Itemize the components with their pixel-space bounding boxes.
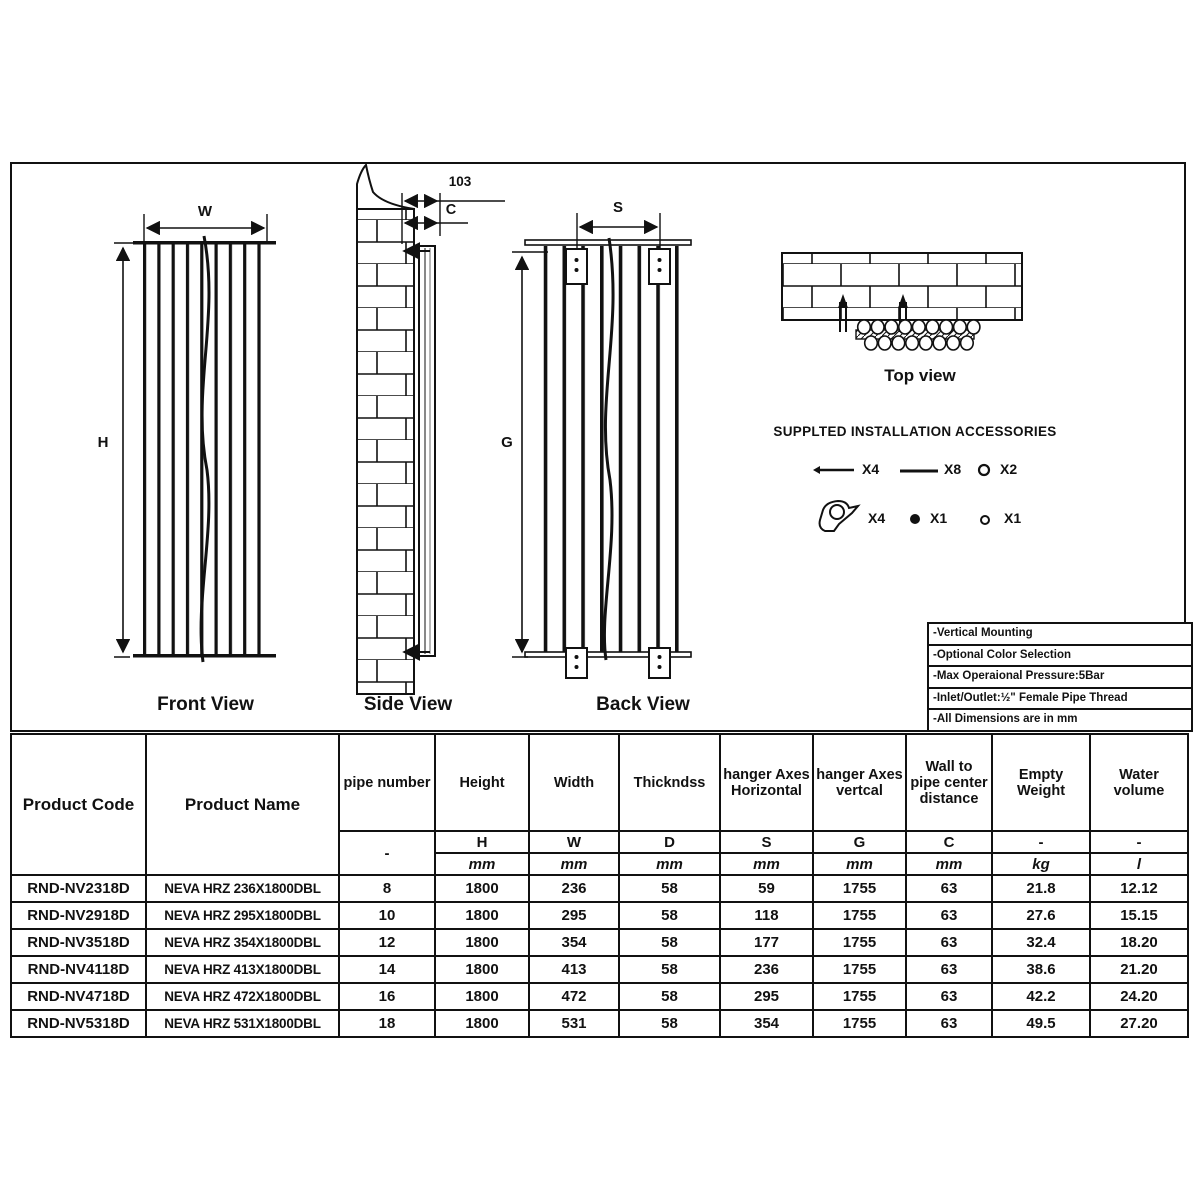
column-symbol: S bbox=[720, 831, 813, 853]
table-cell: 59 bbox=[720, 875, 813, 902]
table-cell: 27.20 bbox=[1090, 1010, 1188, 1037]
column-header: Thickndss bbox=[619, 734, 720, 831]
table-cell: RND-NV2318D bbox=[11, 875, 146, 902]
column-symbol: D bbox=[619, 831, 720, 853]
table-cell: 32.4 bbox=[992, 929, 1090, 956]
table-cell: RND-NV2918D bbox=[11, 902, 146, 929]
blind-plug-qty: X1 bbox=[930, 510, 948, 526]
table-cell: 413 bbox=[529, 956, 619, 983]
front-width-dim-label: W bbox=[197, 203, 213, 220]
table-cell: 27.6 bbox=[992, 902, 1090, 929]
note: -Max Operaional Pressure:5Bar bbox=[929, 667, 1191, 689]
table-cell: 42.2 bbox=[992, 983, 1090, 1010]
column-header: Height bbox=[435, 734, 529, 831]
table-cell: 1755 bbox=[813, 1010, 906, 1037]
wall-plug-qty: X8 bbox=[944, 461, 962, 477]
table-cell: 1800 bbox=[435, 875, 529, 902]
column-header: pipe number bbox=[339, 734, 435, 831]
table-cell: NEVA HRZ 295X1800DBL bbox=[146, 902, 339, 929]
table-cell: 16 bbox=[339, 983, 435, 1010]
washer-qty: X2 bbox=[1000, 461, 1018, 477]
table-cell: RND-NV3518D bbox=[11, 929, 146, 956]
side-view-title: Side View bbox=[363, 694, 453, 715]
table-cell: 295 bbox=[720, 983, 813, 1010]
table-cell: 1800 bbox=[435, 983, 529, 1010]
note: -Vertical Mounting bbox=[929, 624, 1191, 646]
table-cell: 12 bbox=[339, 929, 435, 956]
table-cell: RND-NV4718D bbox=[11, 983, 146, 1010]
table-cell: 38.6 bbox=[992, 956, 1090, 983]
table-cell: 58 bbox=[619, 929, 720, 956]
table-cell: 63 bbox=[906, 983, 992, 1010]
table-cell: NEVA HRZ 354X1800DBL bbox=[146, 929, 339, 956]
table-cell: 21.20 bbox=[1090, 956, 1188, 983]
table-cell: 8 bbox=[339, 875, 435, 902]
table-cell: NEVA HRZ 472X1800DBL bbox=[146, 983, 339, 1010]
table-cell: 1755 bbox=[813, 902, 906, 929]
table-cell: 1755 bbox=[813, 983, 906, 1010]
table-cell: 18.20 bbox=[1090, 929, 1188, 956]
top-view-drawing bbox=[782, 253, 1022, 350]
table-cell: 12.12 bbox=[1090, 875, 1188, 902]
table-cell: 15.15 bbox=[1090, 902, 1188, 929]
wall-bracket-icon bbox=[816, 496, 862, 541]
table-cell: 118 bbox=[720, 902, 813, 929]
side-c-dim-label: C bbox=[445, 202, 457, 218]
table-cell: 63 bbox=[906, 1010, 992, 1037]
table-row bbox=[11, 983, 1188, 1010]
blind-plug-icon bbox=[908, 512, 922, 531]
column-unit: mm bbox=[529, 853, 619, 875]
washer-icon bbox=[976, 462, 992, 483]
column-header: Wall to pipe center distance bbox=[906, 734, 992, 831]
column-unit: l bbox=[1090, 853, 1188, 875]
table-cell: 63 bbox=[906, 875, 992, 902]
note: -Inlet/Outlet:½" Female Pipe Thread bbox=[929, 689, 1191, 711]
table-row bbox=[11, 929, 1188, 956]
table-cell: 58 bbox=[619, 1010, 720, 1037]
table-cell: 14 bbox=[339, 956, 435, 983]
table-cell: 58 bbox=[619, 956, 720, 983]
column-symbol: W bbox=[529, 831, 619, 853]
note: -Optional Color Selection bbox=[929, 646, 1191, 668]
table-cell: NEVA HRZ 531X1800DBL bbox=[146, 1010, 339, 1037]
table-cell: NEVA HRZ 413X1800DBL bbox=[146, 956, 339, 983]
column-header: Empty Weight bbox=[992, 734, 1090, 831]
table-cell: 63 bbox=[906, 929, 992, 956]
table-cell: 63 bbox=[906, 902, 992, 929]
accessories-title: SUPPLTED INSTALLATION ACCESSORIES bbox=[773, 424, 1057, 439]
table-cell: 531 bbox=[529, 1010, 619, 1037]
table-cell: 58 bbox=[619, 875, 720, 902]
column-header: Width bbox=[529, 734, 619, 831]
column-symbol: - bbox=[992, 831, 1090, 853]
column-header: hanger Axes vertcal bbox=[813, 734, 906, 831]
column-symbol: - bbox=[339, 831, 435, 875]
side-view-drawing bbox=[357, 165, 505, 694]
table-cell: 472 bbox=[529, 983, 619, 1010]
table-cell: 63 bbox=[906, 956, 992, 983]
notes-box bbox=[927, 622, 1193, 732]
column-header: Water volume bbox=[1090, 734, 1188, 831]
table-cell: 1800 bbox=[435, 929, 529, 956]
table-row bbox=[11, 956, 1188, 983]
top-view-title: Top view bbox=[884, 366, 956, 385]
table-cell: 1755 bbox=[813, 929, 906, 956]
screw-icon bbox=[812, 463, 856, 482]
table-cell: 354 bbox=[529, 929, 619, 956]
table-cell: 58 bbox=[619, 902, 720, 929]
column-symbol: G bbox=[813, 831, 906, 853]
table-cell: 21.8 bbox=[992, 875, 1090, 902]
back-g-dim-label: G bbox=[501, 434, 513, 451]
column-header: hanger Axes Horizontal bbox=[720, 734, 813, 831]
front-view-title: Front View bbox=[157, 694, 254, 715]
back-view-title: Back View bbox=[596, 694, 690, 715]
table-cell: RND-NV4118D bbox=[11, 956, 146, 983]
column-symbol: H bbox=[435, 831, 529, 853]
wall-bracket-qty: X4 bbox=[868, 510, 886, 526]
table-cell: 58 bbox=[619, 983, 720, 1010]
front-view-drawing bbox=[114, 214, 276, 662]
column-unit: mm bbox=[906, 853, 992, 875]
table-cell: 236 bbox=[529, 875, 619, 902]
table-cell: 1800 bbox=[435, 1010, 529, 1037]
front-height-dim-label: H bbox=[97, 434, 109, 451]
table-cell: 295 bbox=[529, 902, 619, 929]
side-offset-dim-label: 103 bbox=[448, 174, 472, 189]
table-row bbox=[11, 1010, 1188, 1037]
column-unit: mm bbox=[619, 853, 720, 875]
table-cell: 18 bbox=[339, 1010, 435, 1037]
column-unit: mm bbox=[435, 853, 529, 875]
table-cell: 10 bbox=[339, 902, 435, 929]
table-cell: 1755 bbox=[813, 875, 906, 902]
table-cell: 1755 bbox=[813, 956, 906, 983]
note: -All Dimensions are in mm bbox=[933, 713, 1078, 725]
table-cell: 354 bbox=[720, 1010, 813, 1037]
column-unit: mm bbox=[813, 853, 906, 875]
column-header: Product Name bbox=[146, 734, 339, 875]
table-cell: 1800 bbox=[435, 956, 529, 983]
table-cell: 236 bbox=[720, 956, 813, 983]
spec-table bbox=[10, 733, 1189, 1038]
column-symbol: C bbox=[906, 831, 992, 853]
screw-qty: X4 bbox=[862, 461, 880, 477]
table-cell: RND-NV5318D bbox=[11, 1010, 146, 1037]
table-cell: 177 bbox=[720, 929, 813, 956]
table-cell: NEVA HRZ 236X1800DBL bbox=[146, 875, 339, 902]
column-header: Product Code bbox=[11, 734, 146, 875]
table-cell: 24.20 bbox=[1090, 983, 1188, 1010]
table-cell: 1800 bbox=[435, 902, 529, 929]
table-row bbox=[11, 875, 1188, 902]
back-s-dim-label: S bbox=[612, 199, 623, 216]
column-unit: mm bbox=[720, 853, 813, 875]
column-unit: kg bbox=[992, 853, 1090, 875]
table-row bbox=[11, 902, 1188, 929]
air-vent-plug-icon bbox=[979, 513, 991, 531]
air-vent-plug-qty: X1 bbox=[1004, 510, 1022, 526]
table-cell: 49.5 bbox=[992, 1010, 1090, 1037]
wall-plug-icon bbox=[898, 464, 940, 482]
back-view-drawing bbox=[512, 213, 691, 678]
column-symbol: - bbox=[1090, 831, 1188, 853]
